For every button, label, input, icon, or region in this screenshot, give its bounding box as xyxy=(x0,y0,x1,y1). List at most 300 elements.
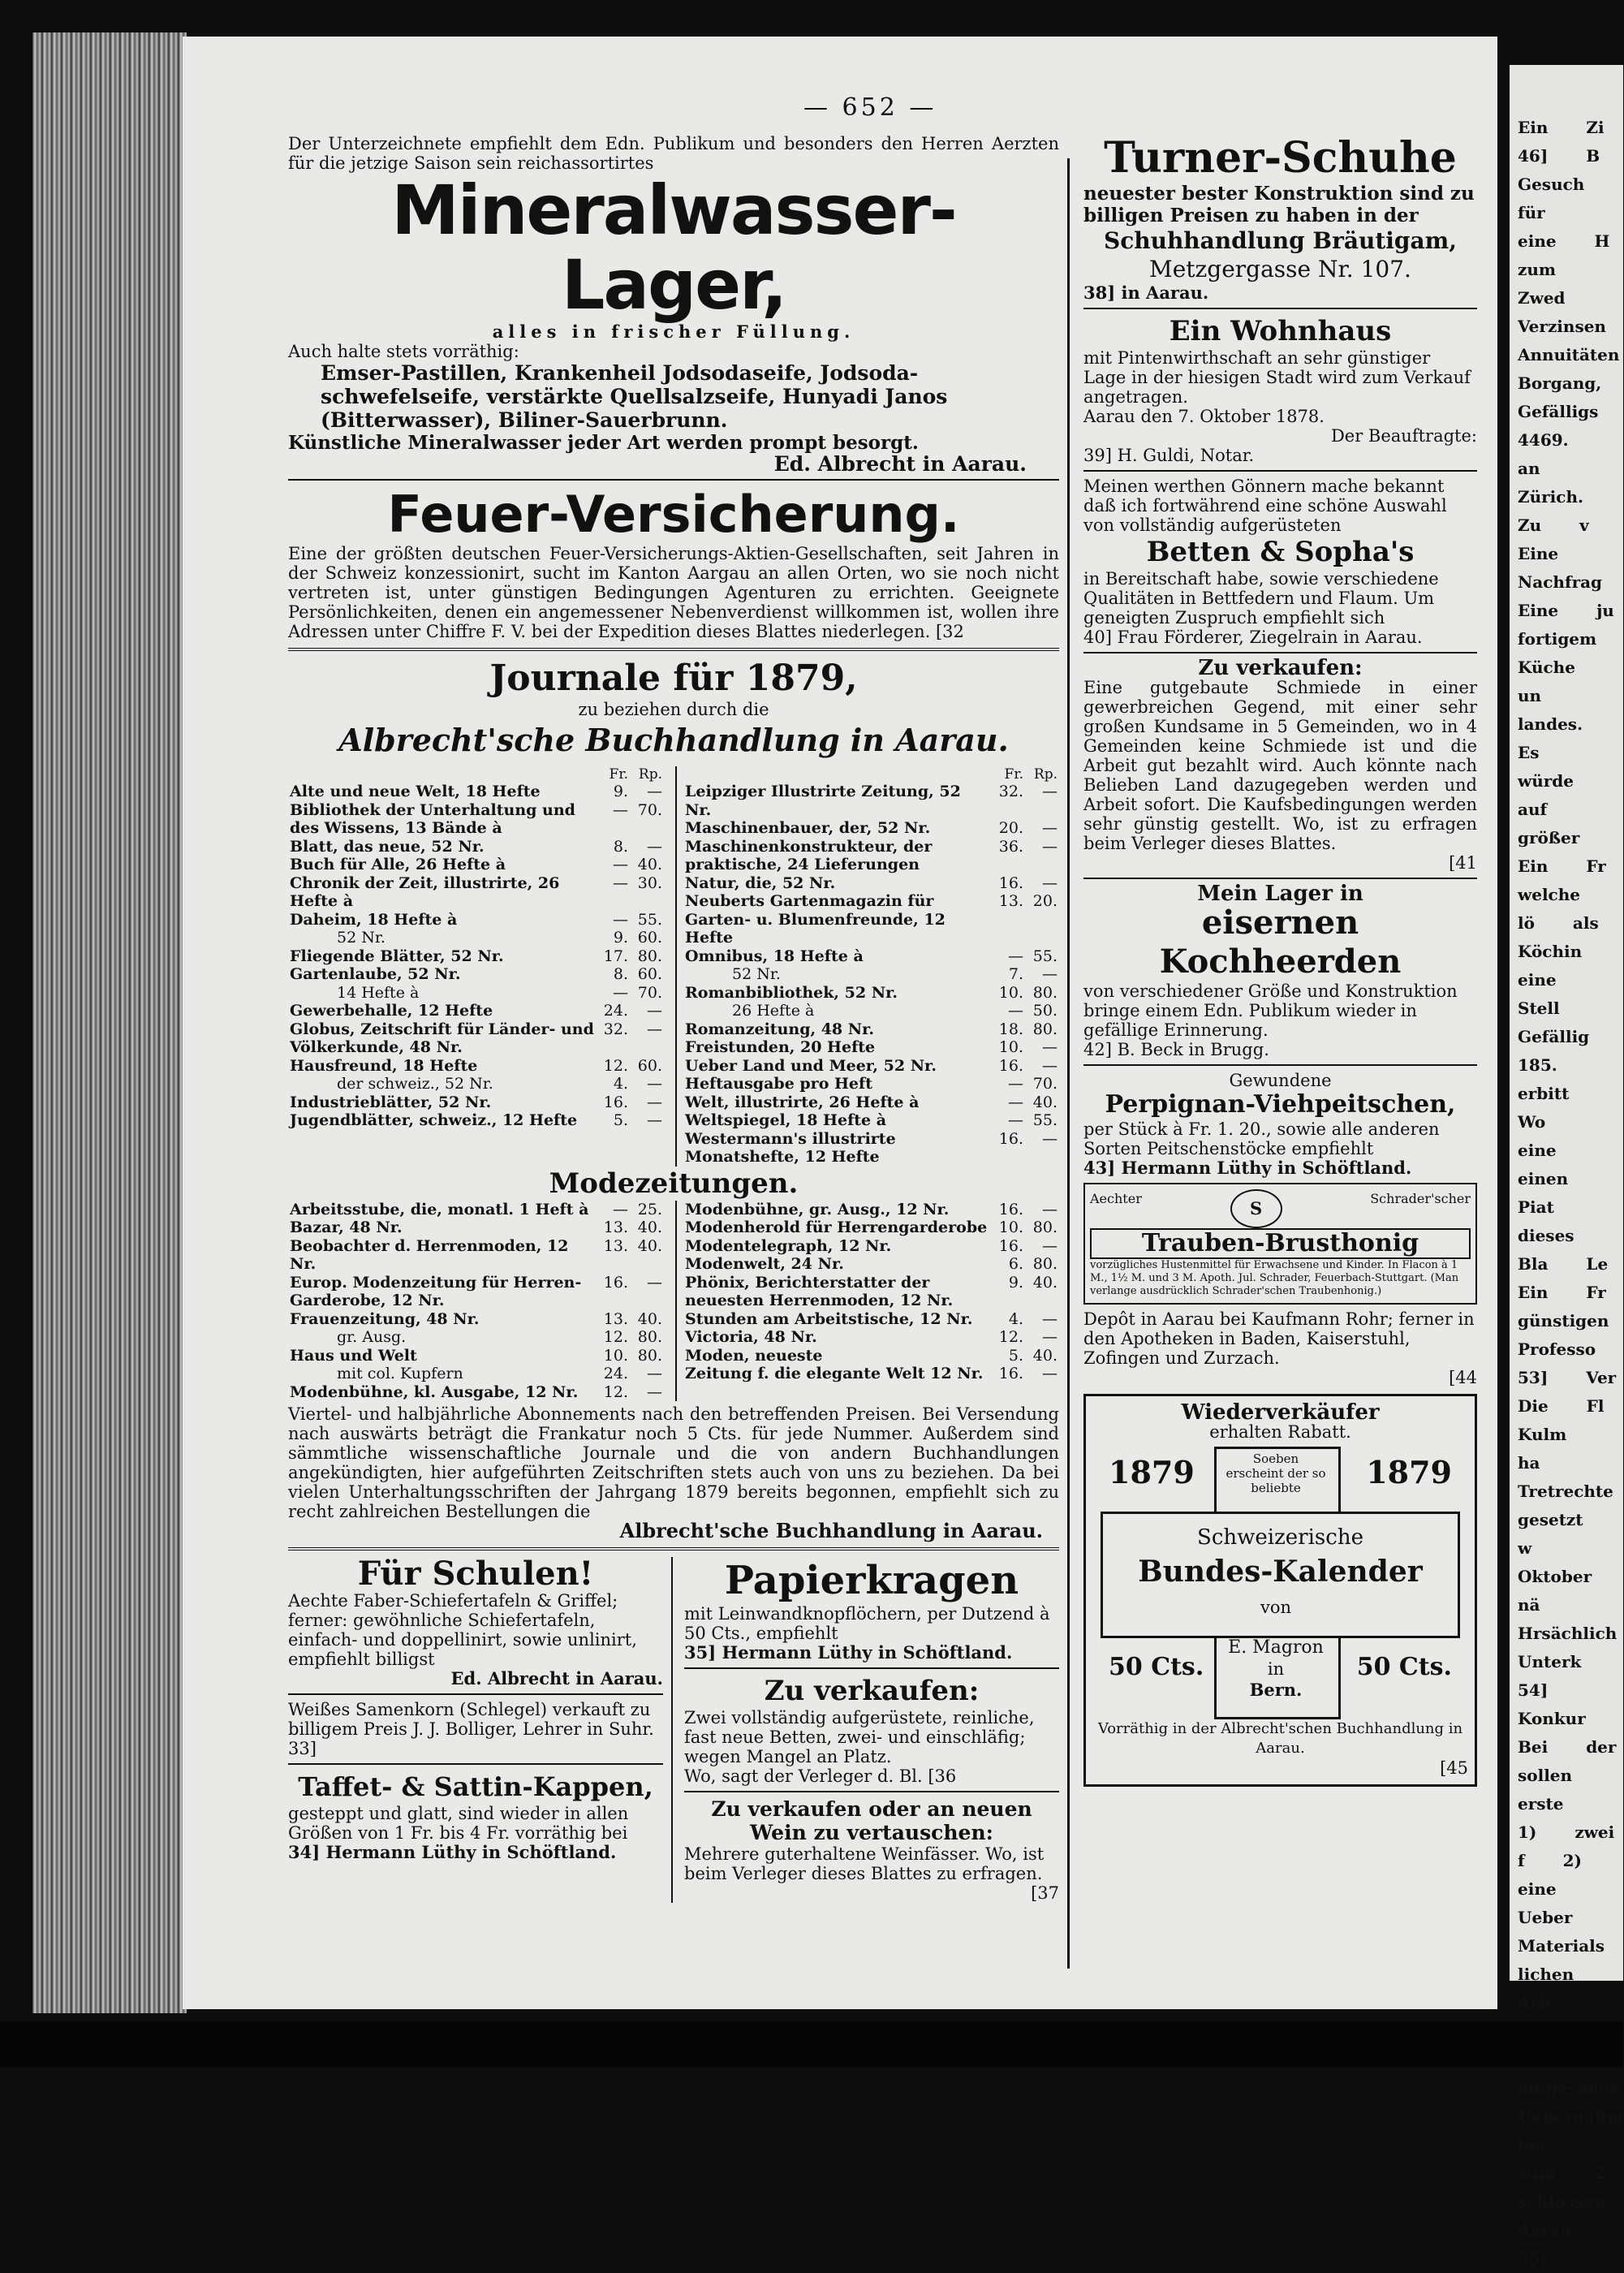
mineral-title: Mineralwasser-Lager, xyxy=(391,170,956,325)
price-rp: 60. xyxy=(637,1056,662,1075)
item-name: Globus, Zeitschrift für Länder- und Völkerkunde, 48 Nr. xyxy=(290,1020,594,1056)
item-name: Modenherold für Herrengarderobe xyxy=(685,1218,988,1236)
price-rp: 40. xyxy=(1032,1093,1058,1111)
item-name: Alte und neue Welt, 18 Hefte xyxy=(290,783,541,800)
price-row xyxy=(683,874,1059,893)
price-fr: 16. xyxy=(998,1200,1023,1218)
price-fr: 36. xyxy=(998,837,1023,856)
price-fr: — xyxy=(1008,1111,1023,1129)
kalender-top: Wiederverkäufer xyxy=(1181,1400,1380,1425)
price-rp: 25. xyxy=(637,1200,662,1218)
price-fr: 13. xyxy=(603,1309,628,1328)
item-name: 26 Hefte à xyxy=(732,1002,815,1020)
price-row xyxy=(683,1310,1059,1329)
price-rp: 40. xyxy=(637,856,662,873)
price-row xyxy=(288,929,664,947)
schulen-sign: Ed. Albrecht in Aarau. xyxy=(450,1668,663,1689)
divider xyxy=(288,1763,663,1765)
kalender-cross xyxy=(1092,1447,1468,1714)
ad-kochheerde xyxy=(1083,884,1477,1059)
price-rp: 80. xyxy=(1032,1020,1058,1038)
price-rp: — xyxy=(1042,1056,1058,1075)
item-name: Bibliothek der Unterhaltung und des Wissens, 13 Bände à xyxy=(290,800,575,837)
peitschen-text: per Stück à Fr. 1. 20., sowie alle anderen Sorten Peitschenstöcke empfiehlt xyxy=(1083,1119,1440,1158)
mineral-line2: Emser-Pastillen, Krankenheil Jodsodaseife, Jodsoda-schwefelseife, verstärkte Quellsalzseife, Hunyadi Janos (Bitterwasser), Biliner-Sauerbrunn. xyxy=(321,361,948,432)
price-row xyxy=(683,984,1059,1003)
price-row xyxy=(288,838,664,856)
divider xyxy=(1083,470,1477,472)
ad-traubenhonig xyxy=(1083,1183,1477,1305)
price-fr: — xyxy=(613,983,628,1002)
price-fr: 4. xyxy=(613,1075,628,1093)
price-row xyxy=(683,1274,1059,1310)
price-row xyxy=(683,947,1059,966)
journale-right-table xyxy=(683,766,1059,1167)
price-row xyxy=(288,1328,664,1347)
journale-left-body xyxy=(288,783,664,1130)
newspaper-page xyxy=(183,37,1497,2009)
schulen-text: Aechte Faber-Schiefertafeln & Griffel; ferner: gewöhnliche Schiefertafeln, einfach- und doppellinirt, sowie unlinirt, empfiehlt billigst xyxy=(288,1591,637,1669)
kalender-year-left: 1879 xyxy=(1109,1454,1195,1490)
price-row xyxy=(288,1383,664,1402)
item-name: Freistunden, 20 Hefte xyxy=(685,1038,876,1056)
price-row xyxy=(683,1111,1059,1130)
ad-schulen xyxy=(288,1557,663,1689)
journale-shop: Albrecht'sche Buchhandlung in Aarau. xyxy=(338,722,1009,758)
wohnhaus-by: Der Beauftragte: xyxy=(1330,426,1477,446)
item-name: Leipziger Illustrirte Zeitung, 52 Nr. xyxy=(685,783,961,819)
mode-left-table xyxy=(288,1201,664,1402)
price-rp: — xyxy=(1042,965,1058,983)
price-row xyxy=(288,1347,664,1365)
price-rp: — xyxy=(647,837,662,856)
price-fr: 16. xyxy=(998,873,1023,892)
ad-feuer xyxy=(288,485,1059,641)
journale-lists xyxy=(288,766,1059,1167)
divider xyxy=(1083,308,1477,309)
price-row xyxy=(683,1328,1059,1347)
item-name: Gewerbehalle, 12 Hefte xyxy=(290,1002,493,1020)
wohnhaus-sign: 39] H. Guldi, Notar. xyxy=(1083,446,1255,465)
bottom-ads xyxy=(288,1557,1059,1903)
item-name: Daheim, 18 Hefte à xyxy=(290,910,458,929)
price-rp: 60. xyxy=(637,965,662,983)
price-fr: — xyxy=(613,800,628,819)
price-rp: — xyxy=(1042,1038,1058,1056)
price-rp: 70. xyxy=(637,983,662,1002)
item-name: Hausfreund, 18 Hefte xyxy=(290,1056,478,1075)
price-fr: — xyxy=(613,873,628,892)
item-name: Phönix, Berichterstatter der neuesten Herrenmoden, 12 Nr. xyxy=(685,1273,954,1309)
mode-lists xyxy=(288,1201,1059,1402)
price-rp: 80. xyxy=(1032,1255,1058,1273)
price-rp: 80. xyxy=(637,1346,662,1365)
koch-title: eisernen Kochheerden xyxy=(1159,904,1402,981)
papier-text: mit Leinwandknopflöchern, per Dutzend à 50 Cts., empfiehlt xyxy=(684,1604,1050,1643)
item-name: Zeitung f. die elegante Welt 12 Nr. xyxy=(685,1365,984,1382)
schmiede-num: [41 xyxy=(1449,853,1477,873)
adjacent-page-fragment xyxy=(1510,65,1624,2268)
price-fr: 24. xyxy=(603,1365,628,1382)
item-name: 52 Nr. xyxy=(732,965,781,983)
price-row xyxy=(288,783,664,801)
item-name: Modenwelt, 24 Nr. xyxy=(685,1255,844,1273)
ad-betten xyxy=(1083,477,1477,647)
wein-num: [37 xyxy=(1031,1883,1059,1903)
item-name: Moden, neueste xyxy=(685,1346,823,1365)
papier-sign: 35] Hermann Lüthy in Schöftland. xyxy=(684,1642,1013,1663)
price-rp: — xyxy=(647,1075,662,1093)
price-row xyxy=(683,965,1059,984)
price-fr: 16. xyxy=(603,1093,628,1111)
price-row xyxy=(288,1274,664,1310)
price-rp: — xyxy=(647,1002,662,1020)
price-fr: 20. xyxy=(998,819,1023,837)
price-rp: 40. xyxy=(637,1309,662,1328)
turner-addr: Metzgergasse Nr. 107. xyxy=(1149,256,1411,283)
price-row xyxy=(288,947,664,966)
betten-intro: Meinen werthen Gönnern mache bekannt daß ich fortwährend eine schöne Auswahl von vollständig aufgerüsteten xyxy=(1083,477,1447,535)
price-rp: 80. xyxy=(637,1328,662,1346)
item-name: Weltspiegel, 18 Hefte à xyxy=(685,1111,887,1129)
price-fr: 12. xyxy=(998,1328,1023,1346)
scan-bottom-border xyxy=(0,2021,1623,2067)
divider xyxy=(1083,878,1477,879)
kalender-foot: Vorräthig in der Albrecht'schen Buchhandlung in Aarau. xyxy=(1097,1720,1463,1757)
honig-small: vorzügliches Hustenmittel für Erwachsene und Kinder. In Flacon à 1 M., 1½ M. und 3 M. Apoth. Jul. Schrader, Feuerbach-Stuttgart. (Man verlange ausdrücklich Schrader'schen Traubenhonig.) xyxy=(1090,1259,1459,1297)
feuer-text: Eine der größten deutschen Feuer-Versicherungs-Aktien-Gesellschaften, seit Jahren in der Schweiz konzessionirt, sucht im Kanton Aargau an allen Orten, wo sie noch nicht vertreten ist, unter günstigen Bedingungen Agenturen zu errichten. Geeignete Persönlichkeiten, denen ein angemessener Nebenverdienst willkommen ist, wollen ihre Adressen unter Chiffre F. V. bei der Expedition dieses Blattes niederlegen. [32 xyxy=(288,544,1059,641)
divider xyxy=(288,648,1059,651)
price-rp: — xyxy=(647,1111,662,1129)
betten-sign: 40] Frau Förderer, Ziegelrain in Aarau. xyxy=(1083,628,1423,647)
mode-right-table xyxy=(683,1201,1059,1383)
price-fr: 16. xyxy=(603,1273,628,1292)
kalender-top2: erhalten Rabatt. xyxy=(1209,1422,1351,1442)
turner-shop: Schuhhandlung Bräutigam, xyxy=(1103,227,1458,254)
divider xyxy=(684,1667,1059,1669)
price-fr: 10. xyxy=(603,1346,628,1365)
item-name: Gartenlaube, 52 Nr. xyxy=(290,965,461,983)
price-row xyxy=(683,1201,1059,1219)
item-name: Beobachter d. Herrenmoden, 12 Nr. xyxy=(290,1236,569,1273)
price-row xyxy=(288,1111,664,1130)
kalender-von: von xyxy=(1260,1598,1292,1617)
price-row xyxy=(683,1002,1059,1020)
price-rp: 55. xyxy=(1032,1111,1058,1129)
turner-text: neuester bester Konstruktion sind zu billigen Preisen zu haben in der xyxy=(1083,183,1475,226)
price-fr: 16. xyxy=(998,1129,1023,1148)
price-fr: 24. xyxy=(603,1002,628,1020)
wein-text: Mehrere guterhaltene Weinfässer. Wo, ist beim Verleger dieses Blattes zu erfragen. xyxy=(684,1844,1045,1883)
mode-title: Modezeitungen. xyxy=(549,1167,799,1200)
price-fr: 10. xyxy=(998,983,1023,1002)
price-rp: — xyxy=(1042,837,1058,856)
schmiede-text: Eine gutgebaute Schmiede in einer gewerbreichen Gegend, mit einer sehr großen Kundsame in 5 Gemeinden, wo in 4 Gemeinden keine Schmiede ist und die Arbeit gut bezahlt wird. Auch könnte nach Belieben Land dazugegeben werden und Arbeit sofort. Die Kaufsbedingungen werden sehr günstig gestellt. Wo, ist zu erfragen beim Verleger dieses Blattes. xyxy=(1083,678,1477,853)
item-name: Chronik der Zeit, illustrirte, 26 Hefte à xyxy=(290,873,560,910)
item-name: Arbeitsstube, die, monatl. 1 Heft à xyxy=(290,1200,589,1218)
price-rp: — xyxy=(647,1093,662,1111)
column-divider xyxy=(1067,158,1070,1969)
price-fr: 12. xyxy=(603,1382,628,1401)
verkauf1-title: Zu verkaufen: xyxy=(764,1675,980,1707)
price-row xyxy=(288,984,664,1003)
right-column xyxy=(1083,134,1477,1787)
journale-sub: zu beziehen durch die xyxy=(578,700,769,719)
item-name: Jugendblätter, schweiz., 12 Hefte xyxy=(290,1111,578,1129)
price-row xyxy=(288,911,664,929)
divider xyxy=(288,479,1059,481)
peitschen-sign: 43] Hermann Lüthy in Schöftland. xyxy=(1083,1158,1412,1178)
price-fr: 16. xyxy=(998,1236,1023,1255)
item-name: Heftausgabe pro Heft xyxy=(685,1075,872,1093)
price-fr: — xyxy=(1008,1093,1023,1111)
price-fr: 7. xyxy=(1008,965,1023,983)
item-name: Westermann's illustrirte Monatshefte, 12 Hefte xyxy=(685,1129,896,1166)
mineral-line1: Auch halte stets vorräthig: xyxy=(288,342,519,361)
item-name: gr. Ausg. xyxy=(337,1328,407,1346)
item-name: Victoria, 48 Nr. xyxy=(685,1328,817,1346)
price-rp: 55. xyxy=(1032,947,1058,965)
price-rp: — xyxy=(1042,1309,1058,1328)
turner-sign: 38] in Aarau. xyxy=(1083,283,1209,303)
price-row xyxy=(288,1218,664,1237)
mineral-sub: alles in frischer Füllung. xyxy=(492,321,855,342)
taffet-title: Taffet- & Sattin-Kappen, xyxy=(298,1771,653,1802)
price-row xyxy=(683,892,1059,947)
divider xyxy=(1083,652,1477,653)
price-fr: 4. xyxy=(1008,1309,1023,1328)
price-rp: 80. xyxy=(1032,1218,1058,1236)
ad-peitschen xyxy=(1083,1071,1477,1178)
price-fr: 17. xyxy=(603,947,628,965)
verkauf1-text: Zwei vollständig aufgerüstete, reinliche, fast neue Betten, zwei- und einschläfig; wegen Mangel an Platz. xyxy=(684,1708,1035,1766)
ad-wein xyxy=(684,1797,1059,1903)
price-fr: — xyxy=(1008,1075,1023,1093)
price-row xyxy=(683,1237,1059,1256)
kalender-num: [45 xyxy=(1440,1758,1468,1778)
hdr-fr: Fr. xyxy=(1004,766,1023,783)
price-row xyxy=(288,965,664,984)
hdr-rp: Rp. xyxy=(638,766,662,783)
peitschen-pre: Gewundene xyxy=(1229,1071,1332,1090)
item-name: der schweiz., 52 Nr. xyxy=(337,1075,493,1093)
schmiede-title: Zu verkaufen: xyxy=(1198,656,1363,680)
price-fr: 16. xyxy=(998,1365,1023,1382)
price-rp: — xyxy=(1042,873,1058,892)
kalender-price-left: 50 Cts. xyxy=(1109,1653,1204,1681)
item-name: Welt, illustrirte, 26 Hefte à xyxy=(685,1093,920,1111)
journale-right-body xyxy=(683,783,1059,1167)
price-rp: — xyxy=(1042,1328,1058,1346)
mode-footer: Viertel- und halbjährliche Abonnements nach den betreffenden Preisen. Bei Versendung nach auswärts beträgt die Frankatur noch 5 Cts. für jede Nummer. Außerdem sind sämmtliche wissenschaftliche Journale und die von andern Buchhandlungen angekündigten, hier aufgeführten Zeitschriften stets auch von uns zu beziehen. Da bei vielen Unterhaltungsschriften der Jahrgang 1879 bereits begonnen, empfiehlt sich zu recht zahlreichen Bestellungen die xyxy=(288,1404,1059,1521)
item-name: Modenbühne, kl. Ausgabe, 12 Nr. xyxy=(290,1382,579,1401)
item-name: Natur, die, 52 Nr. xyxy=(685,873,836,892)
price-rp: 20. xyxy=(1032,892,1058,910)
item-name: Omnibus, 18 Hefte à xyxy=(685,947,864,965)
price-rp: 60. xyxy=(637,929,662,947)
price-row xyxy=(683,1020,1059,1039)
price-row xyxy=(288,1075,664,1093)
wohnhaus-title: Ein Wohnhaus xyxy=(1169,315,1392,347)
kalender-city: Bern. xyxy=(1249,1680,1303,1700)
price-fr: 10. xyxy=(998,1038,1023,1056)
price-row xyxy=(683,819,1059,838)
price-fr: 10. xyxy=(998,1218,1023,1236)
price-row xyxy=(683,1130,1059,1167)
price-fr: 6. xyxy=(1008,1255,1023,1273)
koch-pre: Mein Lager in xyxy=(1197,882,1363,906)
wohnhaus-date: Aarau den 7. Oktober 1878. xyxy=(1083,407,1325,426)
price-fr: — xyxy=(613,1200,628,1218)
betten-title: Betten & Sopha's xyxy=(1146,536,1415,568)
price-rp: 80. xyxy=(1032,983,1058,1002)
price-fr: 9. xyxy=(613,783,628,800)
price-row xyxy=(288,1365,664,1383)
item-name: Blatt, das neue, 52 Nr. xyxy=(290,837,485,856)
ad-verkauf1 xyxy=(684,1674,1059,1786)
price-fr: 8. xyxy=(613,965,628,983)
mineral-line3: Künstliche Mineralwasser jeder Art werden prompt besorgt. xyxy=(288,432,919,454)
honig-title: Trauben-Brusthonig xyxy=(1090,1228,1471,1259)
honig-top-left: Aechter xyxy=(1090,1191,1142,1206)
price-rp: — xyxy=(1042,783,1058,800)
price-row xyxy=(288,1310,664,1329)
price-row xyxy=(288,1093,664,1112)
item-name: Bazar, 48 Nr. xyxy=(290,1218,403,1236)
price-row xyxy=(683,1255,1059,1274)
price-fr: 13. xyxy=(998,892,1023,910)
price-fr: — xyxy=(613,910,628,929)
adjacent-page-text: Ein Zi 46] B Gesuch für eine H zum Zwed Verzinsen Annuitäten Borgang, Gefälligs 4469. an Zürich. Zu v Eine Nachfrag Eine ju fortigem Küche un landes. Es würde auf größer Ein Fr welche lö als Köchin eine Stell Gefällig 185. erbitt Wo eine einen Piat dieses Bla Le Ein Fr günstigen Professo 53] Ver Die Fl Kulm ha Tretrechte gesetzt w Oktober nä Hrsächlich Unterk 54] Konkur Bei der sollen erste 1) zwei f 2) eine Ueber Materials lichen Arb eingesehen Uebernahm bis zum 2 schlossen Aarau 55] xyxy=(1518,118,1624,2268)
price-rp: 70. xyxy=(1032,1075,1058,1093)
kalender-name1: Schweizerische xyxy=(1197,1525,1363,1550)
price-row xyxy=(683,838,1059,874)
kalender-year-right: 1879 xyxy=(1366,1454,1452,1490)
price-rp: 40. xyxy=(637,1236,662,1255)
price-rp: — xyxy=(1042,819,1058,837)
koch-sign: 42] B. Beck in Brugg. xyxy=(1083,1040,1269,1059)
item-name: mit col. Kupfern xyxy=(337,1365,463,1382)
price-row xyxy=(288,1020,664,1057)
ad-journale xyxy=(288,658,1059,1541)
price-row xyxy=(288,856,664,874)
left-column xyxy=(288,134,1059,1903)
price-rp: — xyxy=(1042,1236,1058,1255)
ad-taffet xyxy=(288,1770,663,1862)
item-name: Romanzeitung, 48 Nr. xyxy=(685,1020,875,1038)
item-name: Maschinenbauer, der, 52 Nr. xyxy=(685,819,931,837)
price-row xyxy=(683,1038,1059,1057)
papier-title: Papierkragen xyxy=(724,1558,1019,1603)
mineral-sign: Ed. Albrecht in Aarau. xyxy=(773,452,1027,476)
price-rp: — xyxy=(647,1273,662,1292)
price-rp: — xyxy=(1042,1129,1058,1148)
feuer-title: Feuer-Versicherung. xyxy=(387,485,960,544)
honig-top-right: Schrader'scher xyxy=(1370,1191,1471,1206)
divider xyxy=(288,1693,663,1695)
price-fr: 13. xyxy=(603,1218,628,1236)
ad-turner xyxy=(1083,134,1477,303)
price-rp: — xyxy=(1042,1200,1058,1218)
kalender-pub: E. Magron xyxy=(1228,1637,1324,1658)
item-name: Modentelegraph, 12 Nr. xyxy=(685,1236,892,1255)
price-fr: 32. xyxy=(603,1020,628,1038)
item-name: Buch für Alle, 26 Hefte à xyxy=(290,856,506,873)
price-row xyxy=(288,1057,664,1076)
honig-text: Depôt in Aarau bei Kaufmann Rohr; ferner in den Apotheken in Baden, Kaiserstuhl, Zofingen und Zurzach. xyxy=(1083,1309,1475,1368)
page-number: — 652 — xyxy=(803,93,937,122)
book-spine-edges xyxy=(32,32,187,2013)
divider xyxy=(1083,1064,1477,1066)
taffet-text: gesteppt und glatt, sind wieder in allen Größen von 1 Fr. bis 4 Fr. vorräthig bei xyxy=(288,1804,629,1843)
price-rp: 80. xyxy=(637,947,662,965)
price-row xyxy=(288,1237,664,1274)
price-rp: 40. xyxy=(1032,1273,1058,1292)
price-rp: — xyxy=(1042,1365,1058,1382)
price-row xyxy=(683,1093,1059,1112)
item-name: Haus und Welt xyxy=(290,1346,417,1365)
price-rp: 55. xyxy=(637,910,662,929)
turner-title: Turner-Schuhe xyxy=(1104,133,1457,183)
wein-title: Zu verkaufen oder an neuen Wein zu vertauschen: xyxy=(711,1797,1032,1844)
kalender-soeben: Soeben erscheint der so beliebte xyxy=(1226,1451,1326,1495)
price-row xyxy=(683,1218,1059,1237)
price-row xyxy=(288,1201,664,1219)
journale-left-table xyxy=(288,766,664,1130)
kalender-in: in xyxy=(1267,1659,1285,1679)
honig-seal-icon: S xyxy=(1230,1189,1282,1228)
koch-text: von verschiedener Größe und Konstruktion bringe einem Edn. Publikum wieder in gefällige Erinnerung. xyxy=(1083,981,1458,1040)
samen-num: 33] xyxy=(288,1739,317,1758)
price-row xyxy=(683,1365,1059,1383)
item-name: 14 Hefte à xyxy=(337,983,420,1002)
item-name: 52 Nr. xyxy=(337,929,386,947)
price-fr: — xyxy=(1008,947,1023,965)
price-rp: 40. xyxy=(637,1218,662,1236)
price-fr: 8. xyxy=(613,837,628,856)
ad-kalender xyxy=(1083,1394,1477,1787)
price-row xyxy=(683,1347,1059,1365)
price-rp: — xyxy=(647,1020,662,1038)
honig-num: [44 xyxy=(1449,1368,1477,1387)
item-name: Ueber Land und Meer, 52 Nr. xyxy=(685,1056,937,1075)
ad-schmiede xyxy=(1083,658,1477,873)
ad-samen xyxy=(288,1700,663,1758)
price-fr: 32. xyxy=(998,783,1023,800)
hdr-rp: Rp. xyxy=(1033,766,1058,783)
price-fr: 16. xyxy=(998,1056,1023,1075)
divider xyxy=(684,1791,1059,1792)
item-name: Industrieblätter, 52 Nr. xyxy=(290,1093,492,1111)
item-name: Stunden am Arbeitstische, 12 Nr. xyxy=(685,1309,973,1328)
price-fr: 12. xyxy=(603,1056,628,1075)
price-rp: 30. xyxy=(637,873,662,892)
price-fr: 12. xyxy=(603,1328,628,1346)
item-name: Modenbühne, gr. Ausg., 12 Nr. xyxy=(685,1200,950,1218)
price-rp: 40. xyxy=(1032,1346,1058,1365)
item-name: Romanbibliothek, 52 Nr. xyxy=(685,983,898,1002)
price-row xyxy=(288,874,664,911)
kalender-name2: Bundes-Kalender xyxy=(1138,1555,1423,1589)
item-name: Fliegende Blätter, 52 Nr. xyxy=(290,947,504,965)
betten-text: in Bereitschaft habe, sowie verschiedene Qualitäten in Bettfedern und Flaum. Um geneigten Zuspruch empfiehlt sich xyxy=(1083,569,1439,628)
ad-papier xyxy=(684,1557,1059,1663)
price-fr: — xyxy=(613,856,628,873)
price-fr: 18. xyxy=(998,1020,1023,1038)
journale-title: Journale für 1879, xyxy=(489,658,858,699)
price-fr: — xyxy=(1008,1002,1023,1020)
price-rp: 50. xyxy=(1032,1002,1058,1020)
